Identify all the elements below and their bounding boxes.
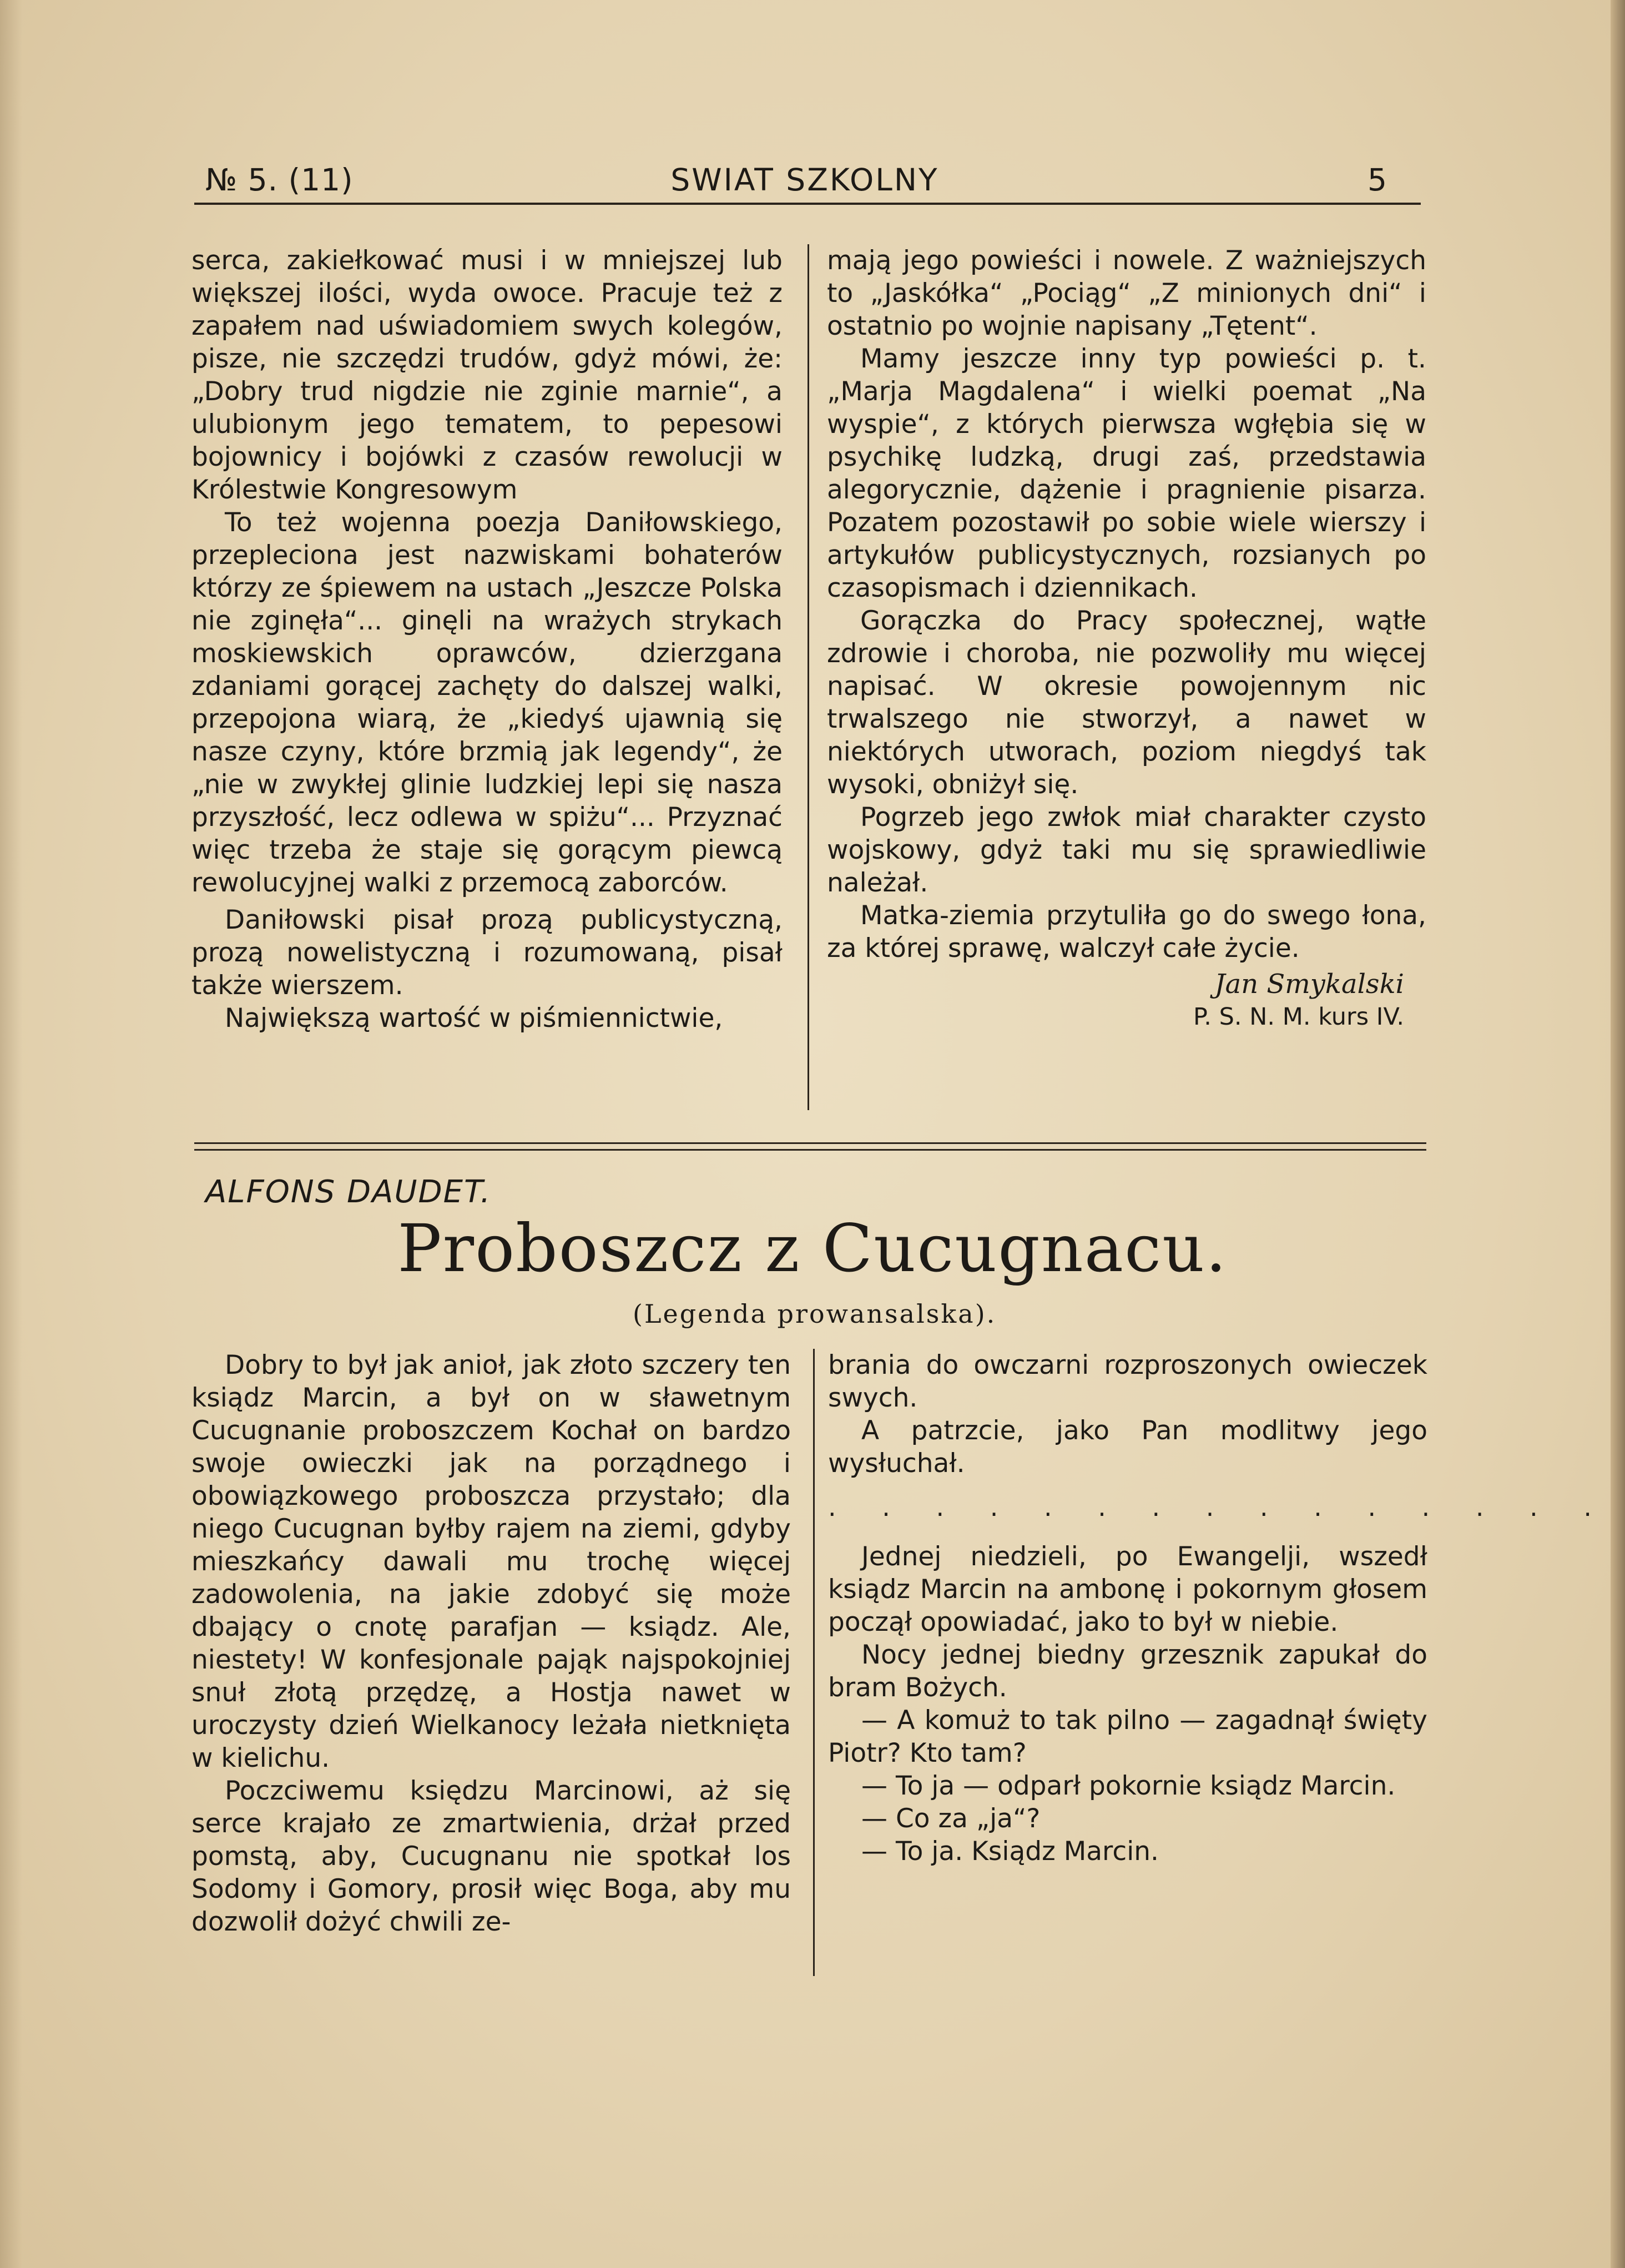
binding-shadow (0, 0, 22, 2268)
column-divider (813, 1349, 815, 1976)
paragraph: Pogrzeb jego zwłok miał charakter czysto wojskowy, gdyż taki mu się sprawiedliwie należał. (827, 802, 1426, 898)
paragraph: Mamy jeszcze inny typ powieści p. t. „Marja Magdalena“ i wielki poemat „Na wyspie“, z których pierwsza wgłębia się w psychikę ludzką, drugi zaś, przedstawia alegorycznie, dążenie i pragnienie pisarza. Pozatem pozostawił po sobie wiele wierszy i artykułów publicystycznych, rozsianych po czasopismach i dziennikach. (827, 344, 1426, 603)
article1-column-right (827, 244, 1426, 1034)
paragraph: Daniłowski pisał prozą publicystyczną, prozą nowelistyczną i rozumowaną, pisał także wierszem. (191, 905, 783, 1001)
article2-author: ALFONS DAUDET. (205, 1174, 492, 1210)
paragraph: serca, zakiełkować musi i w mniejszej lub większej ilości, wyda owoce. Pracuje też z zapałem nad uświadomiem swych kolegów, pisze, nie szczędzi trudów, gdyż mówi, że: „Dobry trud nigdzie nie zginie marnie“, a ulubionym jego tematem, to pepesowi bojownicy i bojówki z czasów rewolucji w Królestwie Kongresowym (191, 245, 783, 505)
journal-title: SWIAT SZKOLNY (670, 162, 939, 198)
paragraph: mają jego powieści i nowele. Z ważniejszych to „Jaskółka“ „Pociąg“ „Z minionych dni“ i ostatnio po wojnie napisany „Tętent“. (827, 245, 1426, 341)
dialogue-line: — Co za „ja“? (861, 1803, 1041, 1834)
paragraph: Matka-ziemia przytuliła go do swego łona, za której sprawę, walczył całe życie. (827, 900, 1426, 964)
dialogue-line: — A komuż to tak pilno — zagadnął święty Piotr? Kto tam? (828, 1705, 1427, 1768)
page-edge (1611, 0, 1625, 2268)
article2-subtitle: (Legenda prowansalska). (633, 1299, 997, 1329)
column-divider (808, 244, 809, 1110)
paragraph: A patrzcie, jako Pan modlitwy jego wysłuchał. (828, 1415, 1427, 1479)
author-signature: Jan Smykalski (1214, 969, 1404, 1000)
section-rule-bottom (194, 1149, 1426, 1151)
running-header (194, 162, 1415, 206)
spacer (828, 1524, 1427, 1540)
paragraph: Nocy jednej biedny grzesznik zapukał do bram Bożych. (828, 1640, 1427, 1703)
ellipsis-divider: . . . . . . . . . . . . . . . (828, 1492, 1611, 1522)
paragraph: Jednej niedzieli, po Ewangelji, wszedł ksiądz Marcin na ambonę i pokornym głosem począł opowiadać, jako to był w niebie. (828, 1541, 1427, 1637)
paragraph: Gorączka do Pracy społecznej, wątłe zdrowie i choroba, nie pozwoliły mu więcej napisać. W okresie powojennym nic trwalszego nie stworzył, a nawet w niektórych utworach, poziom niegdyś tak wysoki, obniżył się. (827, 606, 1426, 800)
paragraph: Poczciwemu księdzu Marcinowi, aż się serce krajało ze zmartwienia, drżał przed pomstą, aby, Cucugnanu nie spotkał los Sodomy i Gomory, prosił więc Boga, aby mu dozwolił dożyć chwili ze- (191, 1776, 791, 1937)
article2-column-left (191, 1349, 791, 1938)
header-rule (194, 203, 1421, 205)
article2-title: Proboszcz z Cucugnacu. (397, 1210, 1228, 1287)
paragraph: Największą wartość w piśmiennictwie, (225, 1003, 723, 1034)
dialogue-line: — To ja. Ksiądz Marcin. (861, 1836, 1159, 1867)
paragraph: Dobry to był jak anioł, jak złoto szczery ten ksiądz Marcin, a był on w sławetnym Cucugnanie proboszczem Kochał on bardzo swoje owieczki jak na porządnego i obowiązkowego proboszcza przystało; dla niego Cucugnan byłby rajem na ziemi, gdyby mieszkańcy dawali mu trochę więcej zadowolenia, na jakie zdobyć się może dbający o cnotę parafjan — ksiądz. Ale, niestety! W konfesjonale pająk najspokojniej snuł złotą przędzę, a Hostja nawet w uroczysty dzień Wielkanocy leżała nietknięta w kielichu. (191, 1350, 791, 1773)
issue-number: № 5. (11) (205, 162, 354, 198)
paragraph: brania do owczarni rozproszonych owieczek swych. (828, 1350, 1427, 1413)
page-number: 5 (1367, 162, 1387, 198)
section-rule-top (194, 1142, 1426, 1144)
paragraph: To też wojenna poezja Daniłowskiego, przepleciona jest nazwiskami bohaterów którzy ze śpiewem na ustach „Jeszcze Polska nie zginęła“... ginęli na wrażych strykach moskiewskich oprawców, dzierzgana zdaniami gorącej zachęty do dalszej walki, przepojona wiarą, że „kiedyś ujawnią się nasze czyny, które brzmią jak legendy“, że „nie w zwykłej glinie ludzkiej lepi się nasza przyszłość, lecz odlewa w spiżu“... Przyznać więc trzeba że staje się gorącym piewcą rewolucyjnej walki z przemocą zaborców. (191, 507, 783, 898)
article2-column-right (828, 1349, 1611, 1868)
dialogue-line: — To ja — odparł pokornie ksiądz Marcin. (861, 1771, 1396, 1801)
author-affiliation: P. S. N. M. kurs IV. (1193, 1003, 1404, 1031)
article1-column-left (191, 244, 783, 1035)
